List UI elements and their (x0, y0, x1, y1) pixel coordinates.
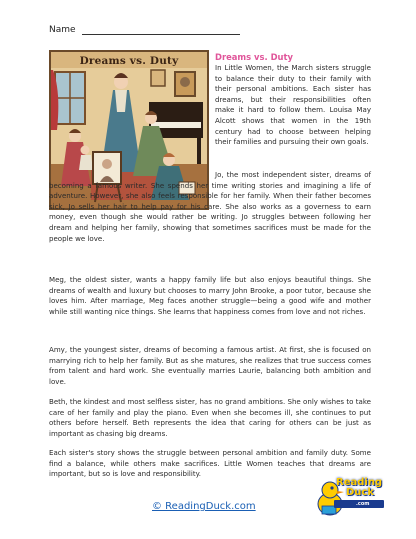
illustration-title: Dreams vs. Duty (79, 55, 179, 67)
logo-line-reading: Reading (336, 477, 383, 488)
story-paragraph-2: Jo, the most independent sister, dreams of becoming a famous writer. She spends her time writing stories and imagining a life of adventure. However, she also feels responsible for her family. When their father becomes sick, Jo sells her hair to help pay for his care. She also works as a governess to earn money, even though she would rather be writing. Jo struggles between following her dream and helping her family, showing that sometimes sacrifices must be made for the people we love. (49, 170, 371, 243)
story-paragraph-3: Meg, the oldest sister, wants a happy family life but also enjoys beautiful things. She dreams of wealth and luxury but chooses to marry John Brooke, a poor tutor, because she loves him. After marriage, Meg faces another struggle—being a good wife and mother while still wanting nice things. She learns that happiness comes from love and not riches. (49, 275, 371, 316)
name-blank-line[interactable] (82, 25, 240, 35)
logo-line-duck: Duck (346, 487, 374, 498)
story-paragraph-1: In Little Women, the March sisters struggle to balance their duty to their family with their personal ambitions. Each sister has dreams, but their responsibilities often make it hard to follow them. Louisa May Alcott shows that women in the 19th century had to choose between helping their families and pursuing their own goals. (215, 63, 371, 147)
story-paragraph-5: Beth, the kindest and most selfless sister, has no grand ambitions. She only wishes to take care of her family and play the piano. Even when she becomes ill, she continues to put others before herself. Beth represents the idea that caring for others can be just as important as chasing big dreams. (49, 397, 371, 438)
story-paragraph-4: Amy, the youngest sister, dreams of becoming a famous artist. At first, she is focused on marrying rich to help her family. But as she matures, she realizes that true success comes from talent and hard work. She eventually marries Laurie, balancing both ambition and love. (49, 345, 371, 386)
readingduck-logo[interactable] (316, 470, 386, 522)
logo-suffix: .com (356, 501, 370, 507)
name-field-row (49, 25, 240, 35)
story-title: Dreams vs. Duty (215, 52, 293, 62)
name-label: Name (49, 25, 76, 35)
readingduck-link[interactable]: © ReadingDuck.com (152, 501, 256, 512)
logo-wordmark (336, 478, 382, 498)
story-paragraph-6: Each sister's story shows the struggle between personal ambition and family duty. Some find a balance, while others make sacrifices. Little Women teaches that dreams are important, but so is love and responsibility. (49, 448, 371, 479)
